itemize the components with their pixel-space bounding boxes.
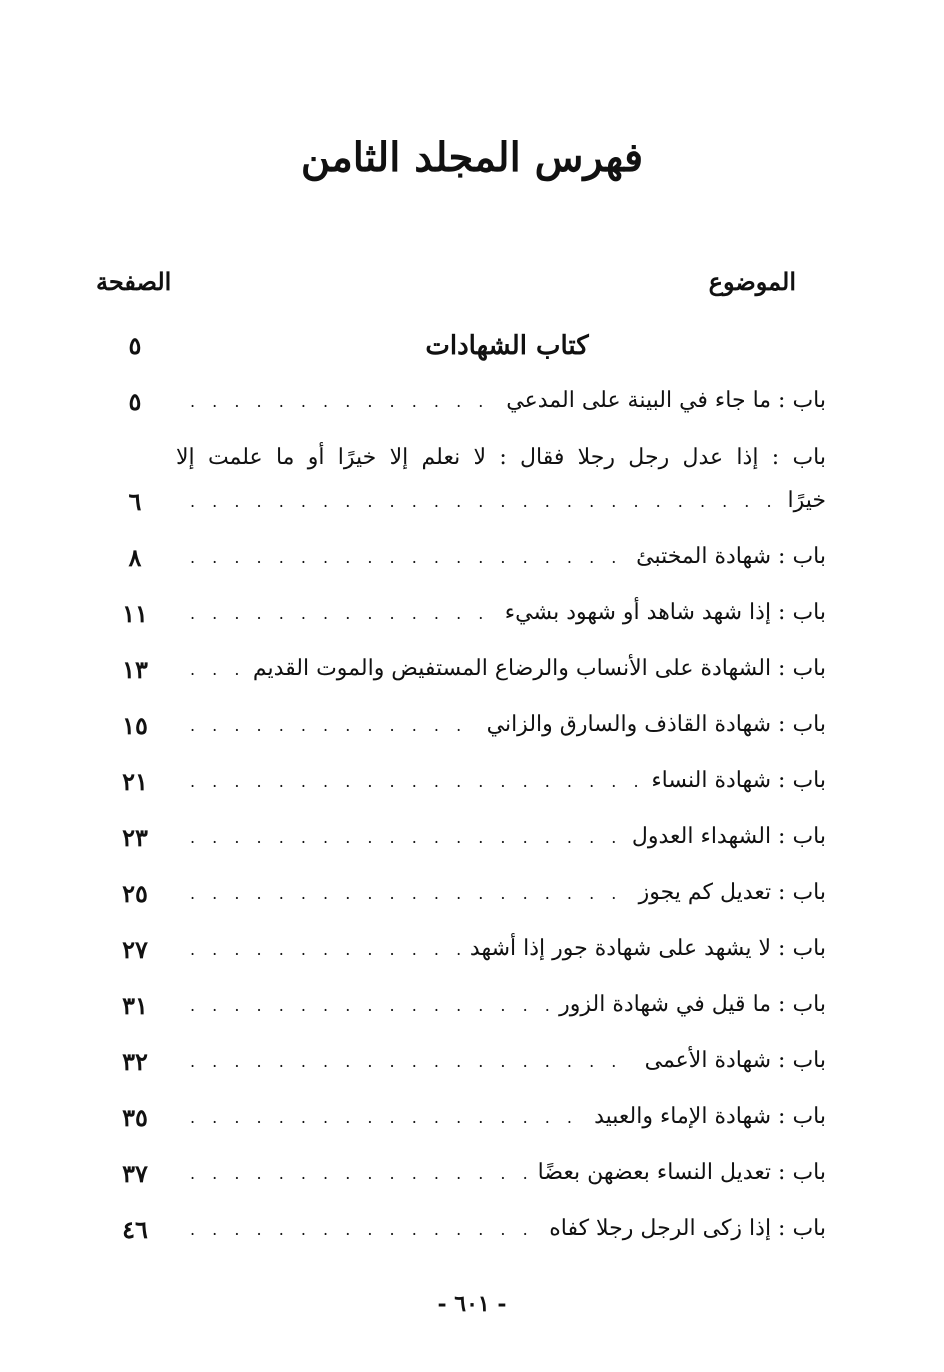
topic-column-header: الموضوع <box>708 267 796 296</box>
toc-entry-page: ٢٧ <box>122 935 148 964</box>
toc-entry <box>0 978 944 1034</box>
toc-entry <box>0 1034 944 1090</box>
toc-entry-page: ٣١ <box>122 991 148 1020</box>
toc-entry-page: ٢١ <box>122 767 148 796</box>
page-column-header: الصفحة <box>96 267 172 296</box>
toc-entry-page: ٨ <box>128 543 142 572</box>
toc-entry <box>0 642 944 698</box>
toc-entry-text-line1: باب : إذا عدل رجل رجلا فقال : لا نعلم إلا خيرًا أو ما علمت إلا <box>176 445 826 470</box>
toc-entry-text: باب : الشهادة على الأنساب والرضاع المستفيض والموت القديم <box>252 656 826 681</box>
chapter-page-number: ٥ <box>128 331 142 360</box>
toc-entry-page: ٣٥ <box>122 1103 148 1132</box>
dot-leader <box>190 874 629 914</box>
toc-entry <box>0 530 944 586</box>
dot-leader <box>190 594 495 634</box>
toc-entry-text: باب : الشهداء العدول <box>631 824 826 849</box>
toc-entry-page: ١٥ <box>122 711 148 740</box>
page-title: فهرس المجلد الثامن <box>300 134 644 181</box>
toc-entry <box>0 754 944 810</box>
toc-entry-page: ١١ <box>122 599 148 628</box>
toc-entry-page: ٣٢ <box>122 1047 148 1076</box>
toc-entry <box>0 1146 944 1202</box>
toc-entry-page: ٢٣ <box>122 823 148 852</box>
toc-entry-page: ٤٦ <box>122 1215 148 1244</box>
toc-entry-text: باب : إذا شهد شاهد أو شهود بشيء <box>504 600 826 625</box>
dot-leader <box>190 986 549 1026</box>
toc-entry-page: ٢٥ <box>122 879 148 908</box>
dot-leader <box>190 650 243 690</box>
dot-leader <box>190 930 460 970</box>
dot-leader <box>190 382 496 422</box>
toc-entry-page: ٦ <box>128 487 142 516</box>
toc-entry-page: ٥ <box>128 387 142 416</box>
toc-entry-text: باب : شهادة الإماء والعبيد <box>594 1104 826 1129</box>
toc-entry <box>0 1090 944 1146</box>
toc-entry-text: باب : شهادة النساء <box>651 768 826 793</box>
toc-entry-text: باب : ما قيل في شهادة الزور <box>559 992 826 1017</box>
dot-leader <box>190 762 641 802</box>
toc-entry <box>0 374 944 430</box>
dot-leader <box>190 1098 584 1138</box>
toc-entry <box>0 810 944 866</box>
dot-leader <box>190 818 622 858</box>
dot-leader <box>190 1154 528 1194</box>
dot-leader <box>190 1042 635 1082</box>
dot-leader <box>190 482 778 522</box>
toc-list <box>0 318 944 1258</box>
toc-entry-text: باب : لا يشهد على شهادة جور إذا أشهد <box>469 936 826 961</box>
toc-entry-text: باب : إذا زكى الرجل رجلا كفاه <box>549 1216 826 1241</box>
toc-entry <box>0 922 944 978</box>
toc-entry-text: باب : تعديل النساء بعضهن بعضًا <box>537 1160 826 1185</box>
toc-entry <box>0 866 944 922</box>
page-number-footer: - ٦٠١ - <box>437 1291 507 1317</box>
toc-entry-text: باب : ما جاء في البينة على المدعي <box>506 388 826 413</box>
toc-entry <box>0 430 944 530</box>
toc-entry <box>0 586 944 642</box>
toc-entry-text: باب : تعديل كم يجوز <box>638 880 826 905</box>
toc-entry-page: ٣٧ <box>122 1159 148 1188</box>
toc-entry-text: باب : شهادة القاذف والسارق والزاني <box>486 712 826 737</box>
dot-leader <box>190 706 477 746</box>
toc-entry <box>0 1202 944 1258</box>
dot-leader <box>190 1210 539 1250</box>
toc-entry-text: باب : شهادة الأعمى <box>644 1048 826 1073</box>
dot-leader <box>190 538 626 578</box>
chapter-row <box>0 318 944 374</box>
toc-entry-text: خيرًا <box>787 488 826 513</box>
chapter-title: كتاب الشهادات <box>425 331 589 361</box>
toc-entry-page: ١٣ <box>122 655 148 684</box>
toc-entry <box>0 698 944 754</box>
toc-entry-text: باب : شهادة المختبئ <box>636 544 826 569</box>
